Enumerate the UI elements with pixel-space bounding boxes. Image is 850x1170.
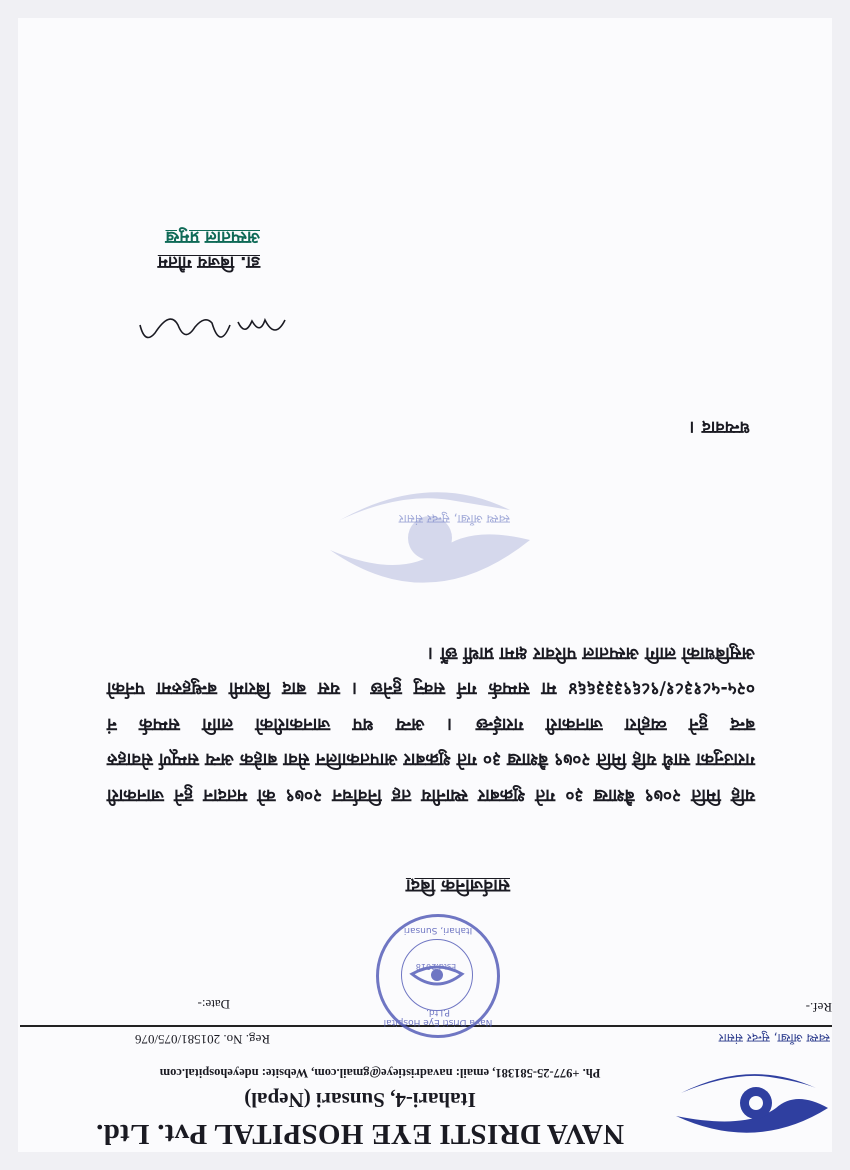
signatory-name: डा. बिजय गौतम: [157, 252, 260, 272]
slogan: स्वस्थ आँखा, सुन्दर संसार: [718, 1031, 830, 1045]
notice-title: सार्वजनिक बिदा: [405, 875, 510, 896]
date-label: Date:-: [197, 997, 230, 1012]
stamp-established: Estd.2018: [415, 962, 457, 971]
watermark-eye-icon: [320, 480, 540, 610]
watermark-slogan: स्वस्थ आँखा, सुन्दर संसार: [398, 512, 510, 526]
registration-number: Reg. No. 201581/075/076: [134, 1032, 270, 1047]
stamp-bottom-text: Itahari, Sunsari: [403, 925, 473, 935]
contact-line: Ph. +977-25-581381, email: navadristieye@gmail.com, Website: ndeyehospital.com: [159, 1066, 601, 1080]
hospital-name: NAVA DRISTI EYE HOSPITAL Pvt. Ltd.: [95, 1118, 625, 1150]
hospital-stamp: [376, 914, 500, 1038]
stamp-eye-icon: [401, 939, 473, 1011]
thanks-text: धन्यवाद ।: [689, 417, 750, 437]
stamp-top-text: Nava Dristi Eye Hospital P.Ltd.: [383, 1007, 493, 1027]
hospital-address: Itahari-4, Sunsari (Nepal): [244, 1088, 476, 1112]
signatory-title: अस्पताल प्रमुख: [165, 227, 260, 247]
notice-body: यहि मिति २०७९ बैशाख ३० गते शुक्रबार स्थानीय तह निर्वाचन २०७९ को मतदान हुने जानकारी गराउनुका साथै यहि मिति २०७९ बैशाख ३० गते शुक्रबार आपतकालिन सेवा बाहेक अन्य सम्पूर्ण सेवाहरु बन्द हुने व्यहोरा जानकारी गराईन्छ । अन्य थप जानकारीको लागि सम्पर्क नं ०२५-५८१३८१/९८६९३३३६६४ मा सम्पर्क गर्न सक्नु हुनेछ । यस बाद बिरामी बन्धुहरुमा पर्नको असुबिधाको लागि अस्पताल परिवार क्षमा प्रार्थी छौं ।: [107, 643, 755, 805]
signature: [130, 300, 290, 355]
ref-label: Ref.-: [805, 1000, 832, 1015]
